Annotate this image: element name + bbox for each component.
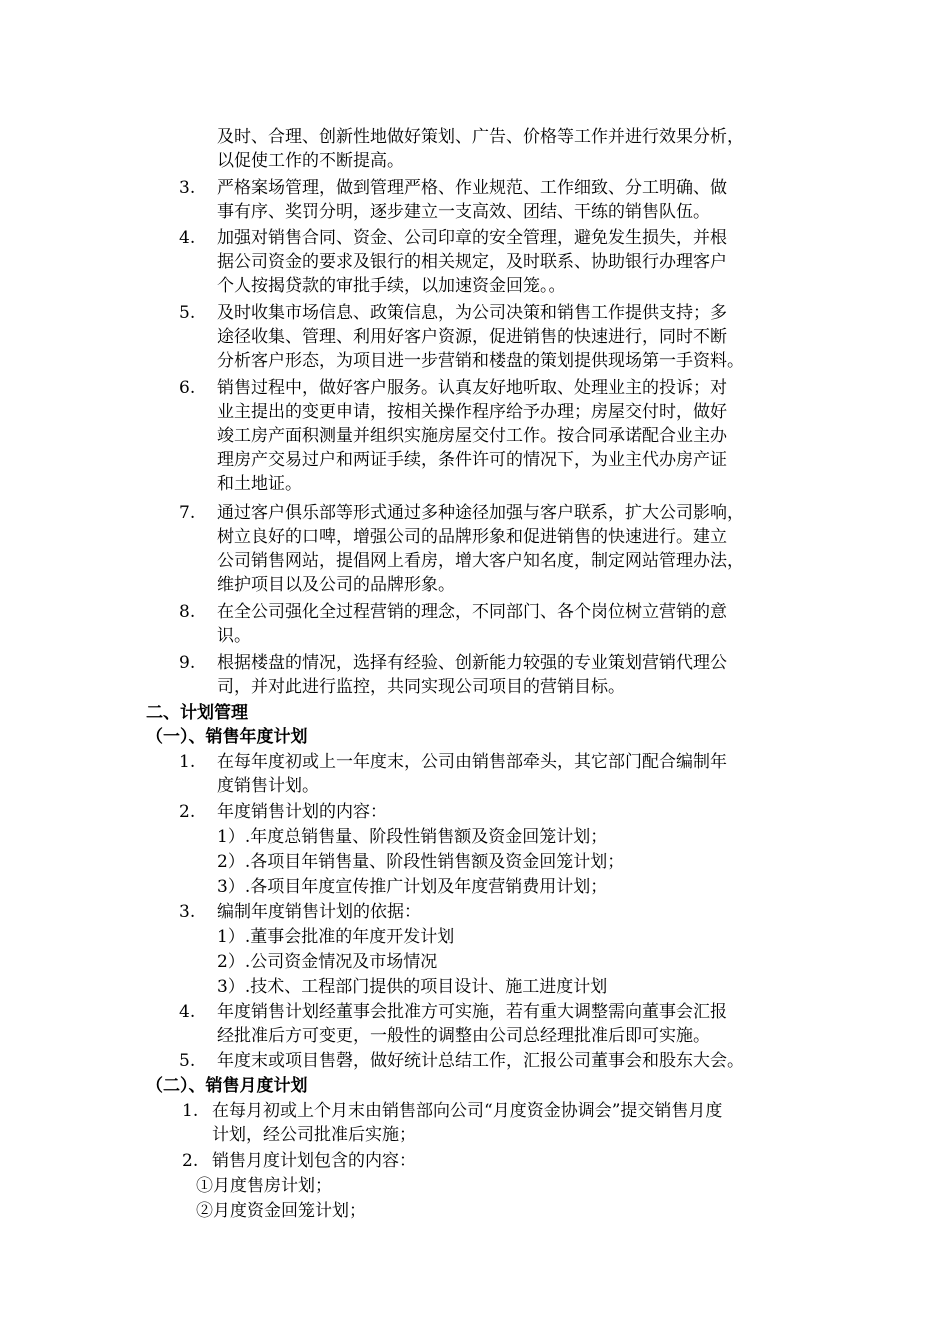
list-number: 2.	[182, 1151, 199, 1171]
subsection-heading: （一）、销售年度计划	[146, 727, 308, 747]
text-line: 公司销售网站，提倡网上看房，增大客户知名度，制定网站管理办法，	[217, 551, 744, 571]
sub-list-item: ①月度售房计划；	[196, 1176, 332, 1196]
text-line: 度销售计划。	[217, 776, 319, 796]
text-line: 个人按揭贷款的审批手续，以加速资金回笼。。	[217, 276, 566, 296]
text-line: 计划，经公司批准后实施；	[212, 1125, 416, 1145]
text-line: 途径收集、管理、利用好客户资源，促进销售的快速进行，同时不断	[217, 327, 727, 347]
list-number: 2.	[179, 802, 196, 822]
text-line: 分析客户形态，为项目进一步营销和楼盘的策划提供现场第一手资料。	[217, 351, 744, 371]
text-line: 维护项目以及公司的品牌形象。	[217, 575, 455, 595]
section-heading: 二、计划管理	[146, 703, 248, 723]
list-number: 8.	[179, 602, 196, 622]
sub-list-item: 1）.年度总销售量、阶段性销售额及资金回笼计划；	[217, 827, 608, 847]
list-number: 5.	[179, 303, 196, 323]
text-line: 销售月度计划包含的内容：	[212, 1151, 416, 1171]
text-line: 及时、合理、创新性地做好策划、广告、价格等工作并进行效果分析，	[217, 127, 744, 147]
list-number: 1.	[179, 752, 196, 772]
text-line: 编制年度销售计划的依据：	[217, 902, 421, 922]
text-line: 在每年度初或上一年度末，公司由销售部牵头，其它部门配合编制年	[217, 752, 727, 772]
text-line: 年度销售计划的内容：	[217, 802, 387, 822]
text-line: 业主提出的变更申请，按相关操作程序给予办理；房屋交付时，做好	[217, 402, 727, 422]
sub-list-item: 3）.技术、工程部门提供的项目设计、施工进度计划	[217, 977, 608, 997]
text-line: 树立良好的口啤，增强公司的品牌形象和促进销售的快速进行。建立	[217, 527, 727, 547]
list-number: 3.	[179, 902, 196, 922]
text-line: 理房产交易过户和两证手续，条件许可的情况下，为业主代办房产证	[217, 450, 727, 470]
text-line: 根据楼盘的情况，选择有经验、创新能力较强的专业策划营销代理公	[217, 653, 727, 673]
list-number: 7.	[179, 503, 196, 523]
text-line: 销售过程中，做好客户服务。认真友好地听取、处理业主的投诉；对	[217, 378, 727, 398]
text-line: 年度销售计划经董事会批准方可实施，若有重大调整需向董事会汇报	[217, 1002, 727, 1022]
list-number: 1.	[182, 1101, 199, 1121]
text-line: 在每月初或上个月末由销售部向公司“月度资金协调会”提交销售月度	[212, 1101, 723, 1121]
text-line: 年度末或项目售磬，做好统计总结工作，汇报公司董事会和股东大会。	[217, 1051, 744, 1071]
text-line: 以促使工作的不断提高。	[217, 151, 404, 171]
list-number: 6.	[179, 378, 196, 398]
sub-list-item: 2）.各项目年销售量、阶段性销售额及资金回笼计划；	[217, 852, 625, 872]
text-line: 及时收集市场信息、政策信息，为公司决策和销售工作提供支持；多	[217, 303, 727, 323]
subsection-heading: （二）、销售月度计划	[146, 1076, 308, 1096]
sub-list-item: 3）.各项目年度宣传推广计划及年度营销费用计划；	[217, 877, 608, 897]
sub-list-item: ②月度资金回笼计划；	[196, 1201, 366, 1221]
list-number: 9.	[179, 653, 196, 673]
sub-list-item: 1）.董事会批准的年度开发计划	[217, 927, 455, 947]
text-line: 加强对销售合同、资金、公司印章的安全管理，避免发生损失，并根	[217, 228, 727, 248]
text-line: 据公司资金的要求及银行的相关规定，及时联系、协助银行办理客户	[217, 252, 727, 272]
sub-list-item: 2）.公司资金情况及市场情况	[217, 952, 438, 972]
list-number: 4.	[179, 1002, 196, 1022]
text-line: 司，并对此进行监控，共同实现公司项目的营销目标。	[217, 677, 625, 697]
text-line: 严格案场管理，做到管理严格、作业规范、工作细致、分工明确、做	[217, 178, 727, 198]
text-line: 通过客户俱乐部等形式通过多种途径加强与客户联系，扩大公司影响，	[217, 503, 744, 523]
text-line: 事有序、奖罚分明，逐步建立一支高效、团结、干练的销售队伍。	[217, 202, 710, 222]
text-line: 在全公司强化全过程营销的理念，不同部门、各个岗位树立营销的意	[217, 602, 727, 622]
text-line: 竣工房产面积测量并组织实施房屋交付工作。按合同承诺配合业主办	[217, 426, 727, 446]
list-number: 3.	[179, 178, 196, 198]
list-number: 5.	[179, 1051, 196, 1071]
text-line: 识。	[217, 626, 251, 646]
text-line: 和土地证。	[217, 474, 302, 494]
text-line: 经批准后方可变更，一般性的调整由公司总经理批准后即可实施。	[217, 1026, 710, 1046]
list-number: 4.	[179, 228, 196, 248]
